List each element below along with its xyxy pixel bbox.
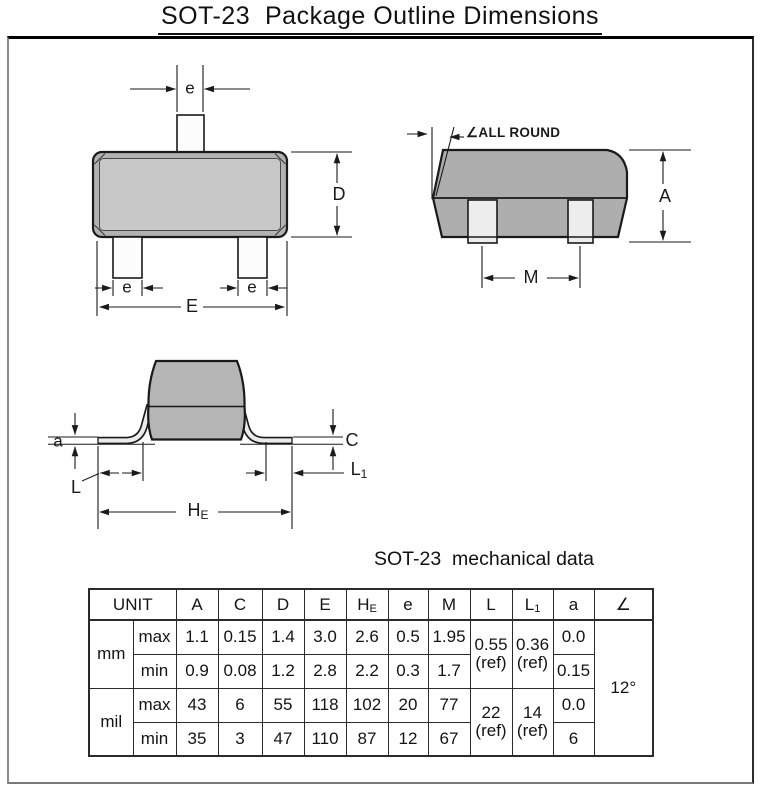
col-header-L1-main: L xyxy=(524,594,535,614)
col-header-angle: ∠ xyxy=(594,589,653,620)
cell-mil-max-D: 55 xyxy=(262,688,304,722)
cell-angle-value: 12° xyxy=(594,620,653,756)
cell-mil-min-D: 47 xyxy=(262,722,304,756)
cell-mm-max-C: 0.15 xyxy=(218,620,262,654)
cell-unit-mil: mil xyxy=(89,688,133,756)
col-header-unit: UNIT xyxy=(89,589,176,620)
dim-label-HE xyxy=(187,501,208,521)
cell-mm-max-label: max xyxy=(133,620,176,654)
cell-mm-min-a: 0.15 xyxy=(553,654,594,688)
cell-mm-min-C: 0.08 xyxy=(218,654,262,688)
col-header-a: a xyxy=(553,589,594,620)
cell-mil-max-e: 20 xyxy=(388,688,428,722)
cell-mil-L xyxy=(470,688,512,756)
cell-mm-min-D: 1.2 xyxy=(262,654,304,688)
cell-mm-min-M: 1.7 xyxy=(428,654,470,688)
cell-mil-L1-ref: (ref) xyxy=(516,720,549,740)
col-header-L1 xyxy=(512,589,553,620)
cell-mm-L-value: 0.55 xyxy=(474,635,508,655)
cell-mil-L-value: 22 xyxy=(481,702,501,722)
cell-mil-min-C: 3 xyxy=(218,722,262,756)
cell-mm-min-label: min xyxy=(133,654,176,688)
cell-mil-min-e: 12 xyxy=(388,722,428,756)
cell-mm-max-HE: 2.6 xyxy=(346,620,388,654)
dim-label-e-left: e xyxy=(122,277,132,297)
col-header-L: L xyxy=(470,589,512,620)
cell-mil-L1-value: 14 xyxy=(523,702,542,722)
cell-mil-min-a: 6 xyxy=(553,722,594,756)
cell-mil-max-label: max xyxy=(133,688,176,722)
col-header-L1-sub: 1 xyxy=(534,602,541,615)
mechanical-data-title: SOT-23 mechanical data xyxy=(374,548,595,570)
cell-mm-min-e: 0.3 xyxy=(388,654,428,688)
col-header-HE-sub: E xyxy=(369,602,377,615)
cell-mm-L1-ref: (ref) xyxy=(516,653,549,673)
dim-label-L1-main: L xyxy=(350,459,361,479)
dim-label-HE-main: H xyxy=(187,500,201,520)
cell-mm-min-A: 0.9 xyxy=(176,654,218,688)
cell-unit-mm: mm xyxy=(89,620,133,688)
mechanical-data-table xyxy=(88,588,654,757)
dim-label-L1 xyxy=(351,460,368,480)
dim-label-M: M xyxy=(523,267,539,287)
dim-label-a: a xyxy=(53,431,63,451)
cell-mm-L1 xyxy=(512,620,553,688)
dim-label-e-top: e xyxy=(185,78,195,98)
cell-mil-min-A: 35 xyxy=(176,722,218,756)
dim-label-e-right: e xyxy=(247,277,257,297)
col-header-HE xyxy=(346,589,388,620)
cell-mm-max-a: 0.0 xyxy=(553,620,594,654)
cell-mil-L-ref: (ref) xyxy=(475,720,507,740)
cell-mil-max-a: 0.0 xyxy=(553,688,594,722)
col-header-A: A xyxy=(176,589,218,620)
dim-label-E: E xyxy=(185,296,199,316)
table-header-row xyxy=(89,589,653,620)
cell-mil-L1 xyxy=(512,688,553,756)
cell-mil-max-HE: 102 xyxy=(346,688,388,722)
cell-mil-min-label: min xyxy=(133,722,176,756)
cell-mm-max-A: 1.1 xyxy=(176,620,218,654)
cell-mil-min-M: 67 xyxy=(428,722,470,756)
cell-mil-max-M: 77 xyxy=(428,688,470,722)
page-title xyxy=(0,2,760,35)
table-row-mil-max xyxy=(89,688,653,722)
table-row-mil-min xyxy=(89,722,653,756)
cell-mm-max-M: 1.95 xyxy=(428,620,470,654)
cell-mm-L xyxy=(470,620,512,688)
col-header-HE-main: H xyxy=(357,594,370,614)
cell-mm-min-E: 2.8 xyxy=(304,654,346,688)
table-row-mm-max xyxy=(89,620,653,654)
cell-mil-max-C: 6 xyxy=(218,688,262,722)
cell-mil-min-HE: 87 xyxy=(346,722,388,756)
cell-mm-max-E: 3.0 xyxy=(304,620,346,654)
cell-mm-L1-value: 0.36 xyxy=(515,635,550,655)
cell-mil-min-E: 110 xyxy=(304,722,346,756)
dim-label-D: D xyxy=(332,184,346,204)
cell-mm-max-e: 0.5 xyxy=(388,620,428,654)
page-title-text: SOT-23 Package Outline Dimensions xyxy=(158,2,602,35)
dim-label-HE-sub: E xyxy=(200,508,209,522)
cell-mm-min-HE: 2.2 xyxy=(346,654,388,688)
cell-mil-max-E: 118 xyxy=(304,688,346,722)
all-round-note: ∠ALL ROUND xyxy=(466,125,561,140)
cell-mm-max-D: 1.4 xyxy=(262,620,304,654)
cell-mm-L-ref: (ref) xyxy=(475,653,507,673)
dim-label-L1-sub: 1 xyxy=(360,467,368,481)
dim-label-A: A xyxy=(658,186,672,206)
cell-mil-max-A: 43 xyxy=(176,688,218,722)
col-header-D: D xyxy=(262,589,304,620)
col-header-C: C xyxy=(218,589,262,620)
col-header-E: E xyxy=(304,589,346,620)
col-header-M: M xyxy=(428,589,470,620)
col-header-e: e xyxy=(388,589,428,620)
dim-label-C: C xyxy=(345,430,359,450)
table-row-mm-min xyxy=(89,654,653,688)
dim-label-L: L xyxy=(70,477,82,497)
